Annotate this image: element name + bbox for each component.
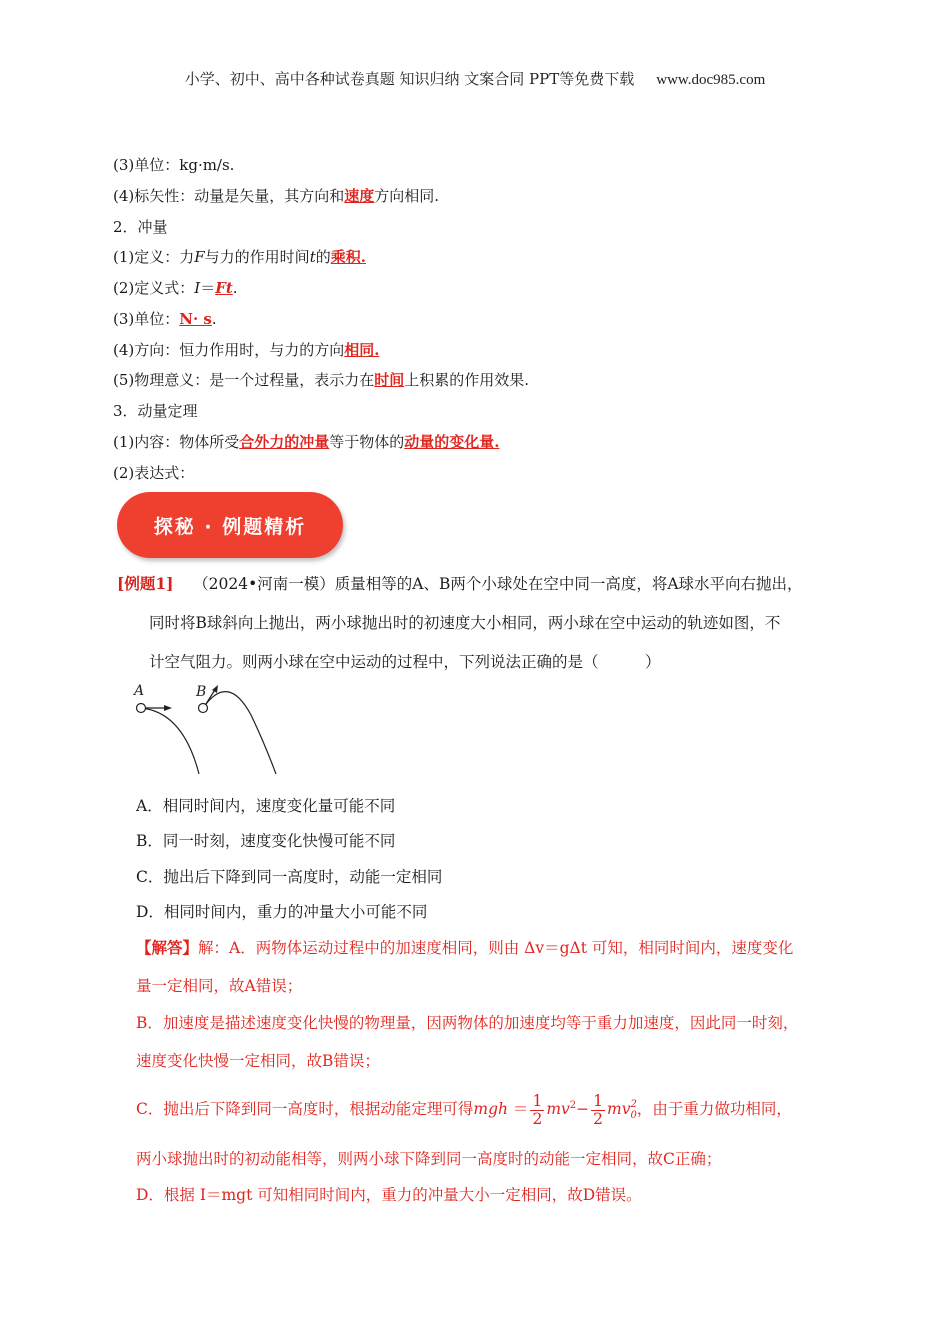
solution-tag: 【解答】 xyxy=(136,938,199,957)
answer-blank: 速度 xyxy=(344,187,375,205)
header-text: 小学、初中、高中各种试卷真题 知识归纳 文案合同 PPT等免费下载 xyxy=(184,70,635,88)
formula-lhs: mgh xyxy=(473,1100,508,1119)
ball-a-label: A xyxy=(134,683,145,699)
solution-line-5: C．抛出后下降到同一高度时，根据动能定理可得mgh ＝ $\frac{1}{2}$ $mv^2-$ $\frac{1}{2}$ mv 2 0 ，由于重力做功相同， xyxy=(136,1091,792,1128)
fraction-half: $\frac{1}{2}$ xyxy=(593,1091,604,1128)
note-line-definition: (1)定义：力F与力的作用时间t的乘积. xyxy=(113,248,366,266)
banner-label: 探秘 · 例题精析 xyxy=(153,515,307,538)
option-d[interactable]: D．相同时间内，重力的冲量大小可能不同 xyxy=(136,903,428,921)
question-line-1: [例题1] （2024•河南一模）质量相等的A、B两个小球处在空中同一高度，将A球水平向右抛出， xyxy=(117,574,803,593)
answer-blank: N· s xyxy=(179,310,212,328)
question-line-2: 同时将B球斜向上抛出，两小球抛出时的初速度大小相同，两小球在空中运动的轨迹如图，不 xyxy=(149,614,781,632)
fraction-half: $\frac{1}{2}$ xyxy=(532,1091,543,1128)
ball-b xyxy=(199,704,208,713)
answer-blank: Ft xyxy=(215,279,233,297)
section-heading-impulse: 2．冲量 xyxy=(113,218,168,236)
ball-b-label: B xyxy=(196,684,207,700)
option-c[interactable]: C．抛出后下降到同一高度时，动能一定相同 xyxy=(136,868,443,886)
arrowhead-b xyxy=(212,685,218,693)
trajectory-b xyxy=(203,692,276,774)
answer-blank: 时间 xyxy=(374,371,405,389)
answer-blank: 动量的变化量. xyxy=(404,433,500,451)
solution-line-6: 两小球抛出时的初动能相等，则两小球下降到同一高度时的动能一定相同，故C正确； xyxy=(136,1150,722,1168)
solution-line-7: D．根据 I＝mgt 可知相同时间内，重力的冲量大小一定相同，故D错误。 xyxy=(136,1186,642,1204)
note-line-impulse-unit: (3)单位：N· s. xyxy=(113,310,217,328)
page-header xyxy=(0,68,950,89)
section-heading-theorem: 3．动量定理 xyxy=(113,402,198,420)
solution-line-1: 【解答】解：A．两物体运动过程中的加速度相同，则由 Δv＝gΔt 可知，相同时间内，速度变化 xyxy=(136,938,794,957)
answer-blank: 乘积. xyxy=(330,248,366,266)
arrowhead-a xyxy=(164,705,172,711)
answer-blank: 合外力的冲量 xyxy=(239,433,330,451)
trajectory-a xyxy=(141,708,199,774)
solution-line-4: 速度变化快慢一定相同，故B错误； xyxy=(136,1052,380,1070)
solution-line-2: 量一定相同，故A错误； xyxy=(136,977,303,995)
trajectory-figure xyxy=(128,680,318,780)
ball-a xyxy=(137,704,146,713)
option-a[interactable]: A．相同时间内，速度变化量可能不同 xyxy=(136,797,396,815)
answer-blank: 相同. xyxy=(344,341,380,359)
note-line-expression: (2)表达式： xyxy=(113,464,195,482)
note-line-unit: (3)单位：kg·m/s. xyxy=(113,156,235,174)
question-line-3: 计空气阻力。则两小球在空中运动的过程中，下列说法正确的是（ ） xyxy=(149,653,661,671)
note-line-content: (1)内容：物体所受合外力的冲量等于物体的动量的变化量. xyxy=(113,433,500,451)
option-b[interactable]: B．同一时刻，速度变化快慢可能不同 xyxy=(136,832,396,850)
note-line-vector: (4)标矢性：动量是矢量，其方向和速度方向相同. xyxy=(113,187,440,205)
note-line-direction: (4)方向：恒力作用时，与力的方向相同. xyxy=(113,341,380,359)
header-site[interactable]: www.doc985.com xyxy=(656,72,766,88)
note-line-formula: (2)定义式：I＝Ft. xyxy=(113,279,238,297)
note-line-meaning: (5)物理意义：是一个过程量，表示力在时间上积累的作用效果. xyxy=(113,371,530,389)
solution-line-3: B．加速度是描述速度变化快慢的物理量，因两物体的加速度均等于重力加速度，因此同一时刻， xyxy=(136,1014,799,1032)
section-banner xyxy=(117,492,343,558)
example-tag: [例题1] xyxy=(117,574,174,593)
